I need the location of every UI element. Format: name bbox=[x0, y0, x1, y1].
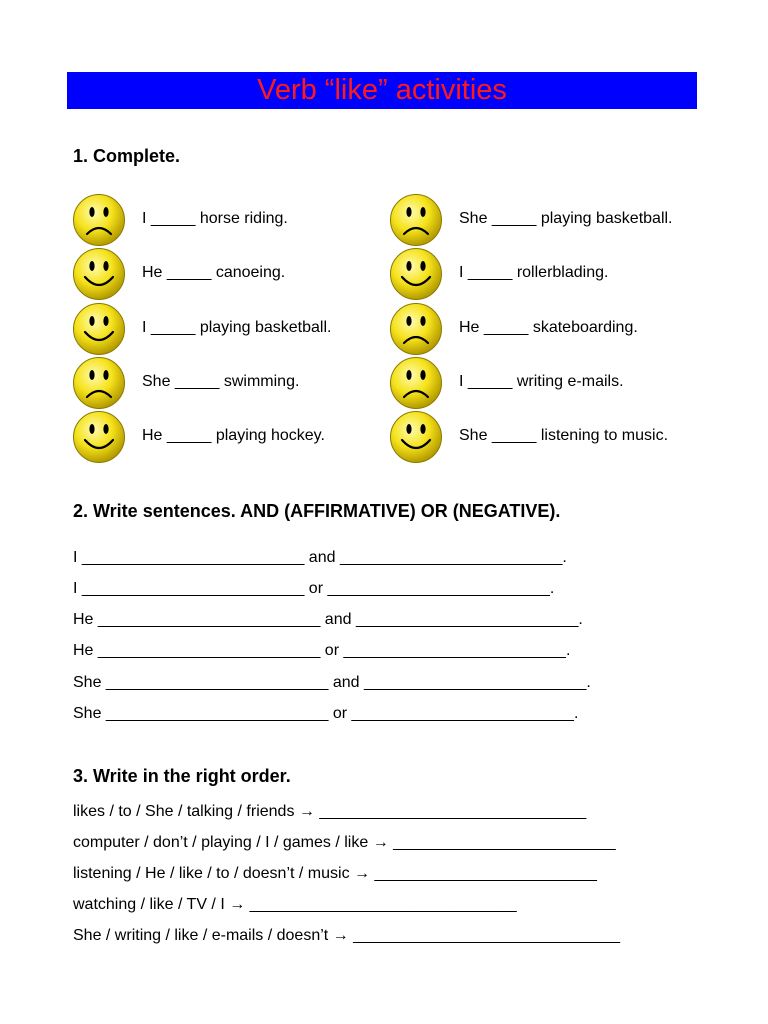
word-order-line: listening / He / like / to / doesn’t / music → _________________________ bbox=[73, 865, 597, 882]
write-sentence-line: She _________________________ or _________________________. bbox=[73, 705, 579, 722]
sad-face-icon bbox=[389, 302, 443, 356]
happy-face-icon bbox=[72, 302, 126, 356]
write-sentence-line: She _________________________ and _________________________. bbox=[73, 674, 591, 691]
page-title: Verb “like” activities bbox=[257, 74, 507, 106]
write-sentence-line: He _________________________ or _________________________. bbox=[73, 642, 571, 659]
happy-face-icon bbox=[72, 247, 126, 301]
exercise-1-item bbox=[72, 356, 412, 410]
exercise-1-sentence: He _____ skateboarding. bbox=[459, 319, 638, 336]
word-order-line: computer / don’t / playing / I / games / like → _________________________ bbox=[73, 834, 616, 851]
title-banner bbox=[67, 72, 697, 109]
exercise-1-sentence: She _____ listening to music. bbox=[459, 427, 669, 444]
write-sentence-line: I _________________________ or _________________________. bbox=[73, 580, 555, 597]
sad-face-icon bbox=[72, 356, 126, 410]
exercise-1-item bbox=[389, 356, 729, 410]
exercise-1-sentence: She _____ playing basketball. bbox=[459, 210, 673, 227]
word-order-line: watching / like / TV / I → ______________________________ bbox=[73, 896, 517, 913]
write-sentence-line: I _________________________ and _________________________. bbox=[73, 549, 567, 566]
exercise-1-item bbox=[389, 193, 729, 247]
happy-face-icon bbox=[389, 410, 443, 464]
section-3-heading: 3. Write in the right order. bbox=[73, 766, 291, 786]
exercise-1-sentence: He _____ canoeing. bbox=[142, 264, 286, 281]
word-order-line: likes / to / She / talking / friends → ______________________________ bbox=[73, 803, 587, 820]
exercise-1-sentence: She _____ swimming. bbox=[142, 373, 300, 390]
section-1-heading: 1. Complete. bbox=[73, 146, 181, 166]
exercise-1-item bbox=[389, 302, 729, 356]
exercise-1-item bbox=[72, 247, 412, 301]
word-order-line: She / writing / like / e-mails / doesn’t → ______________________________ bbox=[73, 927, 621, 944]
exercise-1-sentence: I _____ playing basketball. bbox=[142, 319, 332, 336]
exercise-1-item bbox=[72, 302, 412, 356]
happy-face-icon bbox=[389, 247, 443, 301]
exercise-1-item bbox=[72, 193, 412, 247]
sad-face-icon bbox=[389, 193, 443, 247]
write-sentence-line: He _________________________ and _________________________. bbox=[73, 611, 583, 628]
happy-face-icon bbox=[72, 410, 126, 464]
exercise-1-sentence: I _____ horse riding. bbox=[142, 210, 288, 227]
section-2-heading: 2. Write sentences. AND (AFFIRMATIVE) OR (NEGATIVE). bbox=[73, 501, 561, 521]
exercise-1-sentence: I _____ writing e-mails. bbox=[459, 373, 624, 390]
exercise-1-item bbox=[72, 410, 412, 464]
exercise-1-sentence: He _____ playing hockey. bbox=[142, 427, 325, 444]
sad-face-icon bbox=[389, 356, 443, 410]
exercise-1-item bbox=[389, 247, 729, 301]
sad-face-icon bbox=[72, 193, 126, 247]
exercise-1-item bbox=[389, 410, 729, 464]
exercise-1-sentence: I _____ rollerblading. bbox=[459, 264, 609, 281]
